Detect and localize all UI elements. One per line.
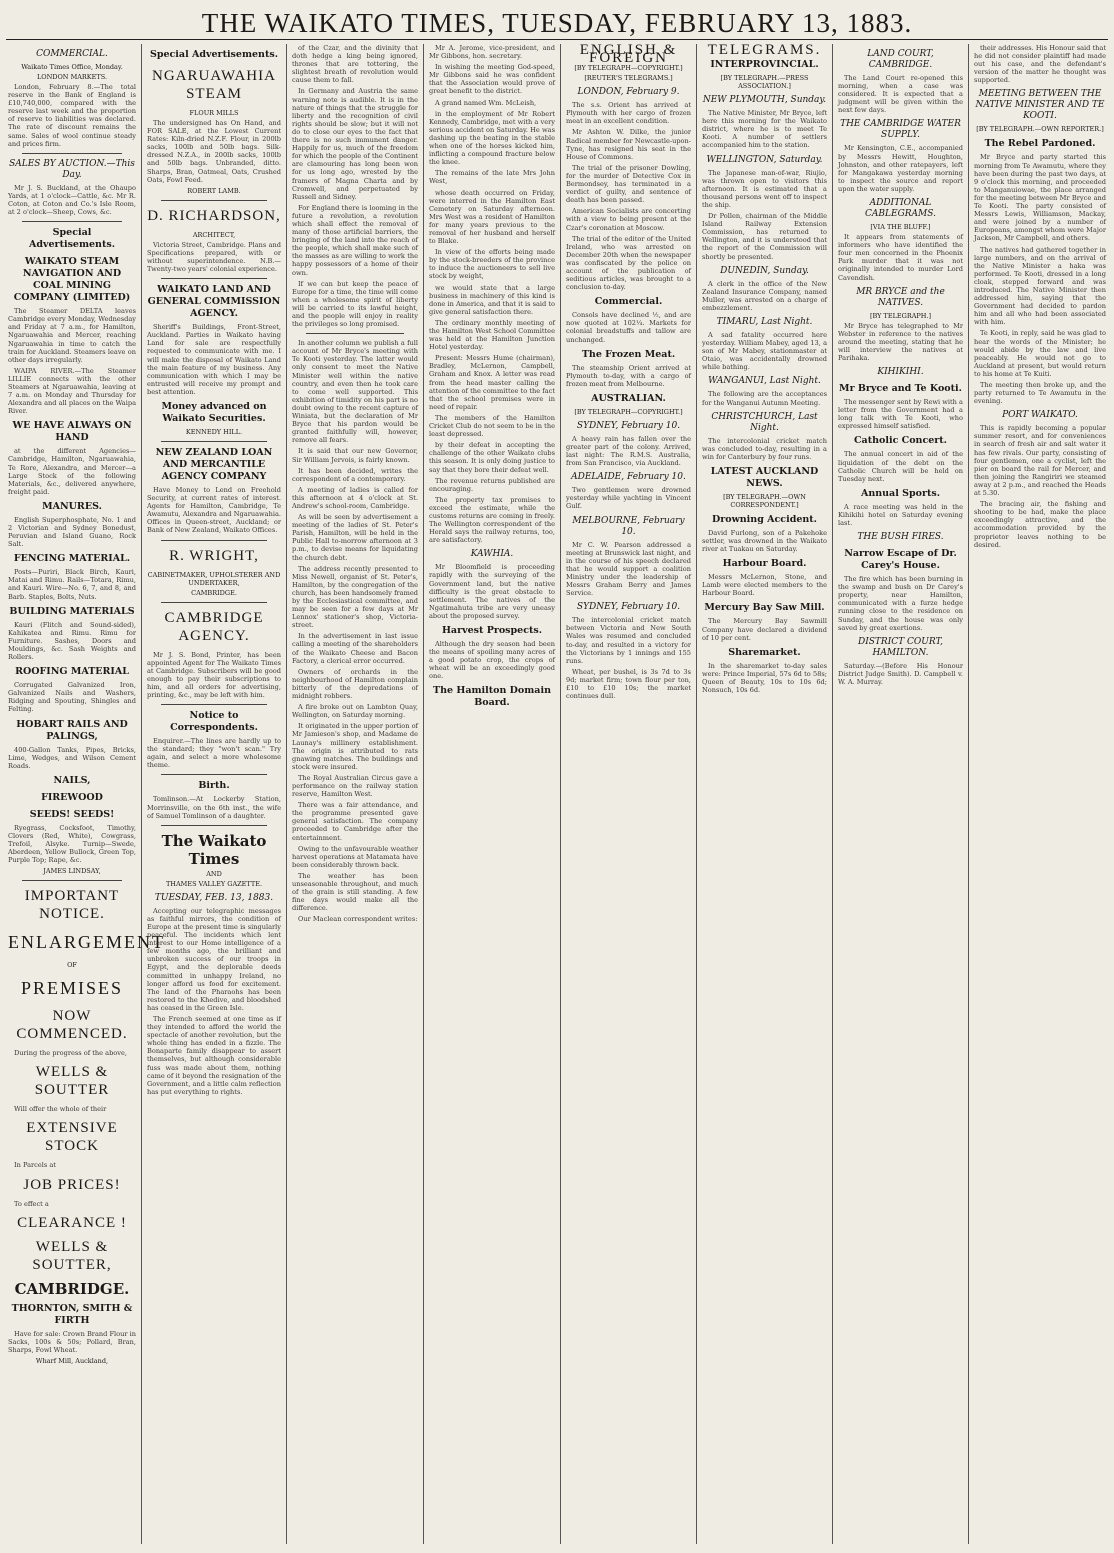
paper-title: The Waikato Times xyxy=(161,831,267,868)
para: Present: Messrs Hume (chairman), Bradley, McLernon, Campbell, Graham and Knox. A letter was read from the head master calling the attention of the committee to the fact that the school premises were in need of repair. xyxy=(429,354,555,411)
timaru-dateline: TIMARU, Last Night. xyxy=(716,316,813,327)
column-divider xyxy=(286,44,287,1544)
para: A clerk in the office of the New Zealand Insurance Company, named Muller, was arrested on a charge of embezzlement. xyxy=(702,279,827,312)
para: Mr Bryce and party started this morning from Te Awamutu, where they have been during the past two days, at 9 o'clock this morning, and proceeded to Manganuiowae, the place arranged for the meeting between Mr Bryce and Te Kooti. The party consisted of Messrs Lewis, Williamson, Mackay, and were joined by a number of Europeans, amongst whom were Major Jackson, Mr Campbell, and others. xyxy=(974,153,1106,243)
para: The trial of the prisoner Dowling, for the murder of Detective Cox in Bermondsey, has terminated in a verdict of guilty, and sentence of death has been passed. xyxy=(566,163,691,205)
item: A grand named Wm. McLeish, xyxy=(435,98,537,107)
column-divider xyxy=(141,44,142,1544)
para: The weather has been unseasonable throughout, and much of the grain is still standing. A few fine days would make all the difference. xyxy=(292,871,418,913)
kihikihi-heading: KIHIKIHI. xyxy=(877,367,924,378)
nz-loan-text: Have Money to Lend on Freehold Security, at current rates of interest. Agents for Hamilton, Cambridge, Te Awamutu, Alexandra and Ngaruawahia. Offices in Queen-street, Auckland; or Bank of New Zealand, Waikato Offices. xyxy=(147,485,281,535)
column-divider xyxy=(832,44,833,1544)
new-plymouth-dateline: NEW PLYMOUTH, Sunday. xyxy=(702,95,827,106)
nails-heading: NAILS, xyxy=(53,774,91,786)
column-8 xyxy=(974,44,1106,1544)
para: The messenger sent by Rewi with a letter from the Government had a long talk with Te Kooti, who expressed himself satisfied. xyxy=(838,398,963,431)
money-heading: Money advanced on Waikato Securities. xyxy=(161,400,267,424)
wells-soutter-2: WELLS & SOUTTER, xyxy=(32,1238,112,1273)
copyright-note-2: [BY TELEGRAPH—COPYRIGHT.] xyxy=(574,407,683,416)
harbour-heading: Harbour Board. xyxy=(722,558,807,570)
divider xyxy=(161,774,267,775)
column-1 xyxy=(8,44,165,1544)
para: A heavy rain has fallen over the greater part of the colony. Arrived, last night: The R.M.S. Australia, from San Francisco, via Auckland. xyxy=(566,434,691,468)
item: A meeting of ladies is called for this afternoon at 4 o'clock at St. Andrew's school-room, Cambridge. xyxy=(292,485,418,510)
reuters-note: [REUTER'S TELEGRAMS.] xyxy=(584,74,673,83)
by-telegraph: [BY TELEGRAPH.] xyxy=(869,311,932,320)
domain-heading: The Hamilton Domain Board. xyxy=(433,685,551,709)
para: American Socialists are concerting with a view to being present at the Czar's coronation at Moscow. xyxy=(566,207,691,232)
para: Mr C. W. Pearson addressed a meeting at Brunswick last night, and in the course of his speech declared that he would support a coalition Ministry under the leadership of Messrs Graham Berry and James Service. xyxy=(566,540,691,598)
birth-text: Tomlinson.—At Lockerby Station, Morrinsville, on the 6th inst., the wife of Samuel Tomlinson of a daughter. xyxy=(147,795,281,820)
effect-text: To effect a xyxy=(14,1199,49,1208)
nz-loan-heading: NEW ZEALAND LOAN AND MERCANTILE AGENCY COMPANY xyxy=(155,446,273,482)
item: Our Maclean correspondent writes: xyxy=(298,915,418,924)
dunedin-dateline: DUNEDIN, Sunday. xyxy=(720,265,809,276)
para: The intercolonial cricket match between Victoria and New South Wales was resumed and concluded to-day, and resulted in a victory for the Victorians by 1 innings and 155 runs. xyxy=(566,616,691,665)
para: whose death occurred on Friday, were interred in the Hamilton East Cemetery on Saturday afternoon. Mrs West was a resident of Hamilton for many years previous to the removal of her husband and herself to Blake. xyxy=(429,188,555,246)
agency-text: Sheriff's Buildings, Front-Street, Auckland. Parties in Waikato having Land for sale are respectfully requested to communicate with me. I will make the disposal of Waikato Land the main feature of my business. Any communication with which I may be entrusted will receive my prompt and best attention. xyxy=(147,323,281,396)
para: The steamship Orient arrived at Plymouth to-day, with a cargo of frozen meat from Melbourne. xyxy=(566,363,691,388)
job-prices: JOB PRICES! xyxy=(23,1176,121,1193)
own-note: [BY TELEGRAPH.—OWN CORRESPONDENT.] xyxy=(723,492,806,509)
column-divider xyxy=(423,44,424,1544)
commercial-subheading: Waikato Times Office, Monday. xyxy=(21,63,123,71)
seeds-text: Ryegrass, Cocksfoot, Timothy, Clovers (Red, White), Cowgrass, Trefoil, Alsyke. Turnip—Swede, Aberdeen, Yellow Bullock, Green Top, Purple Top; Rape, &c. xyxy=(8,823,136,865)
item: In view of the efforts being made by the stock-breeders of the province to induce the auctioneers to sell live stock by weight, xyxy=(429,248,555,281)
australian-heading: AUSTRALIAN. xyxy=(591,392,666,404)
para: The address recently presented to Miss Newell, organist of St. Peter's, Hamilton, by the congregation of the church, has been handsomely framed by the Ecclesiastical committee, and may be seen for a few days at Mr Lennox' stationer's shop, Victoria-street. xyxy=(292,564,418,630)
intro-text: Mr A. Jerome, vice-president, and Mr Gibbons, hon. secretary. xyxy=(429,44,555,61)
kawhia-text: Mr Bloomfield is proceeding rapidly with the surveying of the Government land, but the native difficulty is the great obstacle to settlement. The natives of the Ngatimahuta tribe are very uneasy about the proposed survey. xyxy=(429,563,555,620)
wellington-dateline: WELLINGTON, Saturday. xyxy=(706,154,823,165)
para: The Mercury Bay Sawmill Company have declared a dividend of 10 per cent. xyxy=(702,617,827,642)
cambridge-sub: CAMBRIDGE. xyxy=(191,588,237,597)
land-court-heading: LAND COURT, CAMBRIDGE. xyxy=(867,49,934,70)
press-note: [BY TELEGRAPH.—PRESS ASSOCIATION.] xyxy=(720,74,809,91)
water-heading: THE CAMBRIDGE WATER SUPPLY. xyxy=(840,119,961,141)
fencing-heading: FENCING MATERIAL. xyxy=(13,553,131,565)
para: The Japanese man-of-war, Riujio, was thrown open to visitors this afternoon. It is estimated that a thousand persons went off to inspect the ship. xyxy=(702,168,827,209)
para: The s.s. Orient has arrived at Plymouth with her cargo of frozen meat in an excellent condition. xyxy=(566,101,691,126)
of-text: OF xyxy=(67,961,77,970)
para: Two gentlemen were drowned yesterday while yachting in Vincent Gulf. xyxy=(566,486,691,511)
always-text: at the different Agencies—Cambridge, Hamilton, Ngaruawahia, Te Rore, Alexandra, and Mercer—a Large Stock of the following Materials, &c., delivered anywhere, freight paid. xyxy=(8,447,136,496)
architect-sub: ARCHITECT, xyxy=(192,230,236,239)
cambridge-agency-heading: CAMBRIDGE AGENCY. xyxy=(164,609,264,644)
divider xyxy=(161,602,267,603)
thornton-text: Have for sale: Crown Brand Flour in Sacks, 100s & 50s; Pollard, Bran, Sharps, Fowl Wheat. xyxy=(8,1329,136,1354)
cambridge-sign: CAMBRIDGE. xyxy=(14,1279,130,1298)
item: Owners of orchards in the neighbourhood of Hamilton complain bitterly of the depredations of midnight robbers. xyxy=(292,667,418,701)
para: Te Kooti, in reply, said he was glad to hear the words of the Minister; he would abide by the law and live peaceably. He would not go to Auckland at present, but would return to his home at Te Kuiti. xyxy=(974,329,1106,378)
column-divider xyxy=(968,44,969,1544)
own-reporter: [BY TELEGRAPH.—OWN REPORTER.] xyxy=(976,125,1104,134)
divider xyxy=(22,221,122,222)
commercial-heading: COMMERCIAL. xyxy=(36,49,108,59)
para: The intercolonial cricket match was concluded to-day, resulting in a win for Canterbury by four runs. xyxy=(702,436,827,461)
column-divider xyxy=(560,44,561,1544)
divider xyxy=(306,333,404,334)
special-ads-heading: Special Advertisements. xyxy=(149,49,279,60)
item: A fire broke out on Lambton Quay, Wellington, on Saturday morning. xyxy=(292,703,418,720)
latest-heading: LATEST AUCKLAND NEWS. xyxy=(710,465,819,489)
drowning-heading: Drowning Accident. xyxy=(712,513,817,525)
wanganui-dateline: WANGANUI, Last Night. xyxy=(708,376,821,387)
item: It is said that our new Governor, Sir William Jervois, is fairly known. xyxy=(292,447,418,464)
building-heading: BUILDING MATERIALS xyxy=(9,605,135,617)
para: The Land Court re-opened this morning, when a case was considered. It is expected that a judgment will be given within the next few days. xyxy=(838,74,963,115)
copyright-note: [BY TELEGRAPH—COPYRIGHT.] xyxy=(574,64,683,73)
ngaruawahia-heading: NGARUAWAHIA STEAM xyxy=(152,68,276,102)
enlargement-heading: ENLARGEMENT xyxy=(8,932,165,953)
flour-text: The undersigned has On Hand, and FOR SALE, at the Lowest Current Rates: Kiln-dried N.Z.F. Flour, in 200lb sacks, 100lb and 50lb bags. Silk-dressed N.Z.A., in 200lb sacks, 100lb and 50lb bags. Unbranded, ditto. Sharps, Bran, Oatmeal, Oats, Crushed Oats, Fowl Feed. xyxy=(147,119,281,184)
intro-text: of the Czar, and the divinity that doth hedge a king being ignored, thrones that are tottering, the slightest breath of revolution would cause them to fall. xyxy=(292,44,418,85)
correspondents-text: Enquirer.—The lines are hardly up to the standard; they "won't scan." Try again, and select a more wholesome theme. xyxy=(147,737,281,770)
para: The property tax promises to exceed the estimate, while the customs returns are coming in freely. The Wellington correspondent of the Herald says the railway returns, too, are satisfactory. xyxy=(429,495,555,545)
mercury-heading: Mercury Bay Saw Mill. xyxy=(704,602,825,614)
now-commenced: NOW COMMENCED. xyxy=(16,1008,128,1043)
item: The Royal Australian Circus gave a performance on the railway station reserve, Hamilton West. xyxy=(292,773,418,799)
harvest-heading: Harvest Prospects. xyxy=(441,625,543,636)
para: A sad fatality occurred here yesterday. William Mabey, aged 13, a son of Mr Mabey, stationmaster at Otaio, was accidentally drowned while bathing. xyxy=(702,330,827,372)
para: This is rapidly becoming a popular summer resort, and for conveniences in search of fresh air and salt water it has few rivals. Our party, consisting of four gentlemen, one a cyclist, left the pier on board the rail for Mercer, and then joining the Rangiriri we steamed away at 2 p.m., and reached the Heads at 5.30. xyxy=(974,424,1106,498)
london-markets-heading: LONDON MARKETS. xyxy=(36,73,108,81)
frozen-heading: The Frozen Meat. xyxy=(581,348,676,360)
leader-2: The French seemed at one time as if they intended to afford the world the spectacle of another revolution, but the whole thing has ended in a fizzle. The Bonaparte family disappear to assert themselves, but although considerable fuss was made about them, nothing came of it beyond the resignation of the Government, and a little calm reflection has put everything to rights. xyxy=(147,1014,281,1096)
extensive-stock: EXTENSIVE STOCK xyxy=(26,1120,118,1155)
dateline: TUESDAY, FEB. 13, 1883. xyxy=(154,892,274,903)
para: It originated in the upper portion of Mr Jamieson's shop, and Madame de Launay's millinery establishment. The origin is attributed to rats gnawing matches. The buildings and stock were insured. xyxy=(292,722,418,771)
para: The natives had gathered together in large numbers, and on the arrival of the Native Minister a haka was performed. Te Kooti, dressed in a long cloak, stepped forward and was introduced. The Native Minister then addressed him, saying that the Government had decided to pardon him and all who had been associated with him. xyxy=(974,245,1106,327)
column-2 xyxy=(147,44,281,1544)
item: The ordinary monthly meeting of the Hamilton West School Committee was held at the Hamilton Junction Hotel yesterday. xyxy=(429,318,555,352)
clearance: CLEARANCE ! xyxy=(17,1214,127,1231)
para: The fire which has been burning in the swamp and bush on Dr Carey's property, near Hamilton, communicated with a furze hedge running close to the residence on Sunday, and the house was only saved by great exertions. xyxy=(838,575,963,632)
additional-heading: ADDITIONAL CABLEGRAMS. xyxy=(865,198,936,220)
bryce-natives-heading: MR BRYCE and the NATIVES. xyxy=(856,286,945,308)
important-notice: IMPORTANT NOTICE. xyxy=(24,888,120,923)
column-3 xyxy=(292,44,418,1544)
column-7 xyxy=(838,44,963,1544)
manures-text: English Superphosphate, No. 1 and 2 Victorian and Sydney Bonedust, Peruvian and Island Guano, Rock Salt. xyxy=(8,515,136,549)
kawhia-heading: KAWHIA. xyxy=(470,549,514,560)
offer-text: Will offer the whole of their xyxy=(14,1105,107,1114)
column-6 xyxy=(702,44,827,1544)
item: Owing to the unfavourable weather harvest operations at Matamata have been considerably thrown back. xyxy=(292,844,418,869)
para: In wishing the meeting God-speed, Mr Gibbons said he was confident that the Association would prove of great benefit to the district. xyxy=(429,63,555,96)
and-text: AND xyxy=(206,869,222,878)
item: It has been decided, writes the correspondent of a contemporary. xyxy=(292,466,418,483)
cambridge-agency-text: Mr J. S. Bond, Printer, has been appointed Agent for The Waikato Times at Cambridge. Subscribers will be good enough to pay their subscriptions to him, and all orders for advertising, printing, &c., may be left with him. xyxy=(147,650,281,699)
divider xyxy=(161,200,267,201)
para: The following are the acceptances for the Wanganui Autumn Meeting. xyxy=(702,390,827,407)
item: The revenue returns published are encouraging. xyxy=(429,476,555,493)
christchurch-dateline: CHRISTCHURCH, Last Night. xyxy=(711,411,818,433)
roofing-heading: ROOFING MATERIAL xyxy=(15,666,129,678)
para: Consols have declined ½, and are now quoted at 102¼. Markets for colonial breadstuffs and tallow are unchanged. xyxy=(566,311,691,344)
divider xyxy=(22,880,122,881)
divider xyxy=(161,825,267,826)
para: A race meeting was held in the Kihikihi hotel on Saturday evening last. xyxy=(838,502,963,527)
telegrams-heading: TELEGRAMS. xyxy=(707,42,822,58)
para: The Native Minister, Mr Bryce, left here this morning for the Waikato district, where he is to meet Te Kooti. A number of settlers accompanied him to the station. xyxy=(702,109,827,150)
firewood-heading: FIREWOOD xyxy=(41,791,103,803)
waipa-text: WAIPA RIVER.—The Steamer LILLIE connects with the other Steamers at Ngaruawahia, leaving at 7 a.m. on Monday and Thursday for Alexandra and all places on the Waipa River. xyxy=(8,366,136,416)
building-text: Kauri (Flitch and Sound-sided), Kahikatea and Rimu. Rimu for Furniture. Sashes, Doors and Mouldings, &c. Sash Weights and Rollers. xyxy=(8,620,136,662)
para: It appears from statements of informers who have identified the four men concerned in the Phoenix Park murder that it was not originally intended to murder Lord Cavendish. xyxy=(838,233,963,282)
divider xyxy=(161,540,267,541)
meeting-heading: MEETING BETWEEN THE NATIVE MINISTER AND TE KOOTI. xyxy=(975,89,1105,122)
column-5 xyxy=(566,44,691,1544)
wells-soutter: WELLS & SOUTTER xyxy=(34,1064,110,1099)
thornton-heading: THORNTON, SMITH & FIRTH xyxy=(11,1302,133,1326)
richardson-text: Victoria Street, Cambridge. Plans and Specifications prepared, with or without superintendence. N.B.—Twenty-two years' colonial experience. xyxy=(147,240,281,274)
market-report: London, February 8.—The total reserve in the Bank of England is £10,740,000, compared with the reserve last week and the proportion of reserve to liabilities was declared. The rate of discount remains the same. Sales of wool continue steady and prices firm. xyxy=(8,83,136,148)
item: The members of the Hamilton Cricket Club do not seem to be in the least depressed. xyxy=(429,413,555,439)
para: In the advertisement in last issue calling a meeting of the shareholders of the Waikato Cheese and Bacon Factory, a clerical error occurred. xyxy=(292,632,418,665)
kennedy-hill: KENNEDY HILL. xyxy=(185,427,243,436)
narrow-escape-heading: Narrow Escape of Dr. Carey's House. xyxy=(844,548,957,572)
catholic-heading: Catholic Concert. xyxy=(854,435,947,447)
london-dateline: LONDON, February 9. xyxy=(577,87,680,98)
para: we would state that a large business in machinery of this kind is done in America, and that it is said to give general satisfaction there. xyxy=(429,283,555,316)
wharf-mill: Wharf Mill, Auckland, xyxy=(35,1356,109,1365)
column-divider xyxy=(696,44,697,1544)
para: For England there is looming in the future a revolution, a revolution which shall effect the removal of many of those artificial barriers, the bringing of the land into the reach of the people, which shall make such of the masses as are willing to work the happy possessors of a home of their own. xyxy=(292,203,418,277)
para: Wheat, per bushel, is 3s 7d to 3s 9d; market firm; town flour per ton, £10 to £10 10s; the market continues dull. xyxy=(566,667,691,701)
rebel-pardoned-heading: The Rebel Pardoned. xyxy=(984,138,1096,150)
masthead-rule xyxy=(6,39,1108,40)
richardson-heading: D. RICHARDSON, xyxy=(147,207,281,224)
para: Saturday.—(Before His Honour District Judge Smith). D. Campbell v. W. A. Murray. xyxy=(838,661,963,686)
thames-gazette: THAMES VALLEY GAZETTE. xyxy=(165,879,263,888)
divider xyxy=(161,278,267,279)
english-foreign-heading: ENGLISH & FOREIGN xyxy=(579,42,678,67)
para: David Furlong, son of a Pakehoke settler, was drowned in the Waikato river at Tuakau on Saturday. xyxy=(702,528,827,554)
sales-heading: SALES BY AUCTION.—This Day. xyxy=(9,158,135,180)
item: The remains of the late Mrs John West, xyxy=(429,169,555,186)
leader-1: Accepting our telegraphic messages as faithful mirrors, the condition of Europe at the present time is singularly peaceful. The incidents which lent interest to our Home intelligence of a few months ago, the brilliant and unbroken success of our troops in Egypt, and the deplorable deeds committed in unhappy Ireland, no longer afford us food for excitement. The land of the Pharaohs has been restored to the Khedive, and bloodshed has ceased in the Green Isle. xyxy=(147,906,281,1012)
birth-heading: Birth. xyxy=(198,780,230,792)
adelaide-dateline: ADELAIDE, February 10. xyxy=(571,472,686,483)
para: If we can but keep the peace of Europe for a time, the time will come when a wholesome spirit of liberty will be carried to its lawful height, and the people will enjoy in reality the privileges so long promised. xyxy=(292,279,418,329)
sales-list: Mr J. S. Buckland, at the Ohaupo Yards, at 1 o'clock—Cattle, &c. Mr R. Coton, at Coton and Co.'s Isle Room, at 2 o'clock—Sheep, Cows, &c. xyxy=(8,183,136,217)
commercial-heading: Commercial. xyxy=(594,296,663,308)
lindsay-sign: JAMES LINDSAY, xyxy=(43,867,101,876)
during-text: During the progress of the above, xyxy=(14,1049,127,1058)
para: As will be seen by advertisement a meeting of the ladies of St. Peter's Parish, Hamilton, will be held in the Public Hall to-morrow afternoon at 3 p.m., to devise means for liquidating the church debt. xyxy=(292,513,418,562)
interprovincial-heading: INTERPROVINCIAL. xyxy=(710,59,819,71)
bryce-kooti-heading: Mr Bryce and Te Kooti. xyxy=(839,383,962,395)
para: Mr Bryce has telegraphed to Mr Webster in reference to the natives around the meeting, stating that he will interview the natives at Parihaka. xyxy=(838,321,963,362)
special-ads-heading: Special Advertisements. xyxy=(28,227,116,251)
para: Dr Pollen, chairman of the Middle Island Railway Extension Commission, has returned to Wellington, and it is understood that the report of the Commission will shortly be presented. xyxy=(702,212,827,261)
roofing-text: Corrugated Galvanized Iron, Galvanized Nails and Washers, Ridging and Spouting, Shingles and Felting. xyxy=(8,681,136,714)
always-heading: WE HAVE ALWAYS ON HAND xyxy=(12,420,132,444)
bush-fires-heading: THE BUSH FIRES. xyxy=(857,532,944,543)
melbourne-dateline: MELBOURNE, February 10. xyxy=(572,515,685,537)
para: Mr Kensington, C.E., accompanied by Messrs Hewitt, Houghton, Johnston, and other ratepayers, left for Mangakawa yesterday morning to inspect the source and report upon the water supply. xyxy=(838,144,963,193)
para: The meeting then broke up, and the party returned to Te Awamutu in the evening. xyxy=(974,381,1106,406)
fencing-text: Posts—Puriri, Black Birch, Kauri, Matai and Rimu. Rails—Totara, Rimu, and Kauri. Wire—No. 6, 7, and 8, and Barb. Staples, Bolts, Nuts. xyxy=(8,568,136,601)
divider xyxy=(22,153,122,154)
port-waikato-heading: PORT WAIKATO. xyxy=(1002,410,1078,421)
para: The bracing air, the fishing and shooting to be had, make the place exceedingly attractive, and the accommodation provided by the proprietor leaves nothing to be desired. xyxy=(974,500,1106,549)
sports-heading: Annual Sports. xyxy=(860,487,941,499)
divider xyxy=(161,441,267,442)
cabinetmaker: CABINETMAKER, UPHOLSTERER AND UNDERTAKER, xyxy=(147,570,281,587)
parcels-text: In Parcels at xyxy=(14,1161,56,1170)
para: in the employment of Mr Robert Kennedy, Cambridge, met with a very serious accident on Saturday. He was dashing up the beating in the stable when one of the horses kicked him, inflicting a compound fracture below the knee. xyxy=(429,109,555,167)
robert-lamb: ROBERT LAMB. xyxy=(187,186,241,195)
wright-heading: R. WRIGHT, xyxy=(169,547,259,564)
harvest-text: Although the dry season had been the means of spoiling many acres of a good potato crop, the crops of wheat will be an exceedingly good one. xyxy=(429,640,555,681)
manures-heading: MANURES. xyxy=(42,500,102,512)
steam-ad-text: The Steamer DELTA leaves Cambridge every Monday, Wednesday and Friday at 7 a.m., for Hamilton, Ngaruawahia and Mercer, reaching Ngaruawahia in time to catch the train for Auckland. Steamers leave on other days irregularly. xyxy=(8,307,136,364)
premises-heading: PREMISES xyxy=(20,978,124,999)
seeds-heading: SEEDS! SEEDS! xyxy=(29,808,115,820)
para: Mr Ashton W. Dilke, the junior Radical member for Newcastle-upon-Tyne, has resigned his seat in the House of Commons. xyxy=(566,128,691,161)
para: The trial of the editor of the United Ireland, who was arrested on December 20th when the newspaper was confiscated by the police on account of the publication of seditious articles, was brought to a conclusion to-day. xyxy=(566,234,691,292)
via-bluff: [VIA THE BLUFF.] xyxy=(870,223,931,232)
flour-mills: FLOUR MILLS xyxy=(189,109,239,117)
district-court-heading: DISTRICT COURT, HAMILTON. xyxy=(857,636,944,658)
para: their addresses. His Honour said that he did not consider plaintiff had made out his case, and the defendant's version of the matter he thought was supported. xyxy=(974,44,1106,85)
para: In another column we publish a full account of Mr Bryce's meeting with Te Kooti yesterday. The latter would only consent to meet the Native Minister well within the native country, and even then he took care to come well supported. This exhibition of timidity on his part is no doubt owing to the recent capture of Winiata, but the declaration of Mr Bryce that his pardon would be granted faithfully will, however, remove all fears. xyxy=(292,339,418,445)
para: The annual concert in aid of the liquidation of the debt on the Catholic Church will be held on Tuesday next. xyxy=(838,450,963,483)
hobart-text: 400-Gallon Tanks, Pipes, Bricks, Lime, Wedges, and Wilson Cement Roads. xyxy=(8,745,136,770)
para: Messrs McLernon, Stone, and Lamb were elected members to the Harbour Board. xyxy=(702,573,827,598)
para: There was a fair attendance, and the programme presented gave general satisfaction. The company proceeded to Cambridge after the entertainment. xyxy=(292,801,418,842)
masthead: THE WAIKATO TIMES, TUESDAY, FEBRUARY 13, 1883. xyxy=(201,8,913,38)
para: In Germany and Austria the same warning note is audible. It is in the nature of things that the struggle for liberty and the recognition of civil rights should be slow; but it will not do to close our eyes to the fact that there is no such immunent danger. Happily for us, much of the freedom for which the people of the Continent are clamouring has long been won for us long ago, wrested by the framers of Magna Charta and by Cromwell, and perpetuated by Russell and Sidney. xyxy=(292,87,418,201)
column-4 xyxy=(429,44,555,1544)
para: by their defeat in accepting the challenge of the other Waikato clubs this season. It is only doing justice to say that they bore their defeat well. xyxy=(429,441,555,474)
sharemarket-heading: Sharemarket. xyxy=(728,646,801,658)
divider xyxy=(161,704,267,705)
hobart-heading: HOBART RAILS AND PALINGS, xyxy=(16,718,128,742)
sydney-dateline-2: SYDNEY, February 10. xyxy=(576,602,681,613)
correspondents-heading: Notice to Correspondents. xyxy=(170,710,258,734)
land-agency-heading: WAIKATO LAND AND GENERAL COMMISSION AGENCY. xyxy=(147,284,281,320)
sydney-dateline: SYDNEY, February 10. xyxy=(576,420,681,431)
para: In the sharemarket to-day sales were: Prince Imperial, 57s 6d to 58s; Queen of Beauty, 10s to 10s 6d; Nonsuch, 10s 6d. xyxy=(702,661,827,695)
steam-company-heading: WAIKATO STEAM NAVIGATION AND COAL MINING COMPANY (LIMITED) xyxy=(13,256,131,304)
